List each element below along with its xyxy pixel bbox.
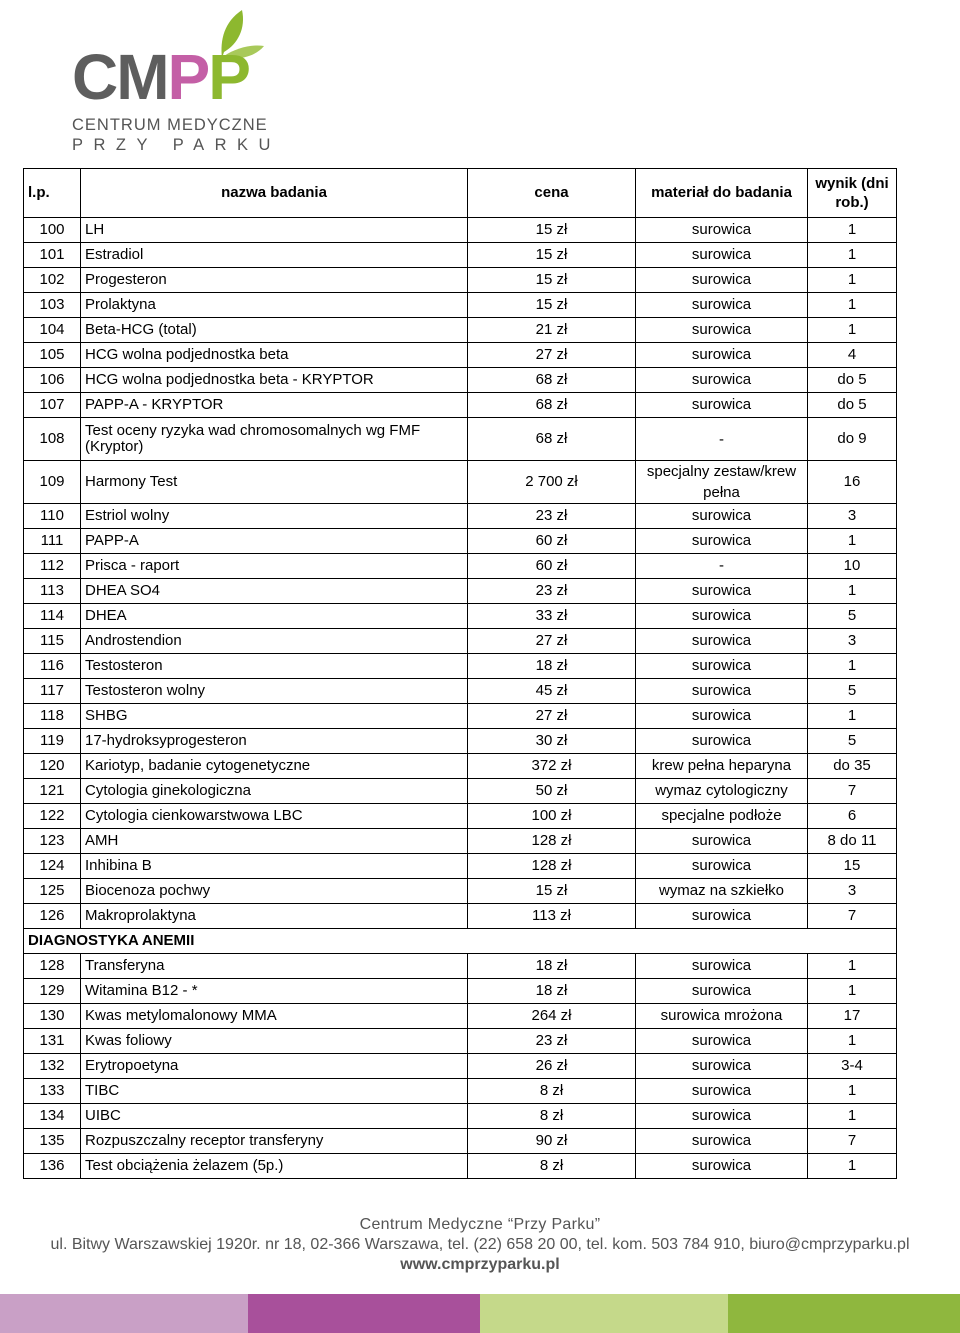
- color-bar-1: [0, 1294, 248, 1333]
- cell-cena: 90 zł: [468, 1129, 636, 1154]
- cell-wynik: 1: [808, 704, 897, 729]
- cell-wynik: 1: [808, 268, 897, 293]
- table-header-row: [24, 169, 897, 218]
- cell-cena: 264 zł: [468, 1004, 636, 1029]
- cell-wynik: 4: [808, 343, 897, 368]
- cell-name: UIBC: [81, 1104, 468, 1129]
- cell-name: Cytologia cienkowarstwowa LBC: [81, 804, 468, 829]
- cell-material: surowica: [636, 629, 808, 654]
- table-row: [24, 804, 897, 829]
- cell-cena: 15 zł: [468, 218, 636, 243]
- cell-lp: 102: [24, 268, 81, 293]
- color-bar-2: [248, 1294, 480, 1333]
- cell-name: Inhibina B: [81, 854, 468, 879]
- cell-name: DHEA: [81, 604, 468, 629]
- cell-material: surowica: [636, 829, 808, 854]
- table-row: [24, 754, 897, 779]
- cell-material: surowica: [636, 704, 808, 729]
- cell-wynik: 3: [808, 629, 897, 654]
- table-row: [24, 979, 897, 1004]
- header-wynik: wynik (dni rob.): [808, 169, 897, 218]
- table-row: [24, 293, 897, 318]
- table-row: [24, 318, 897, 343]
- cell-material: krew pełna heparyna: [636, 754, 808, 779]
- cell-name: TIBC: [81, 1079, 468, 1104]
- cell-material: surowica: [636, 318, 808, 343]
- footer-website: www.cmprzyparku.pl: [400, 1256, 560, 1273]
- cell-name: Beta-HCG (total): [81, 318, 468, 343]
- cell-wynik: 8 do 11: [808, 829, 897, 854]
- cell-wynik: 1: [808, 1104, 897, 1129]
- cell-cena: 8 zł: [468, 1079, 636, 1104]
- cell-cena: 23 zł: [468, 1029, 636, 1054]
- table-body: [24, 218, 897, 929]
- cell-name: Transferyna: [81, 954, 468, 979]
- cell-material: surowica: [636, 1054, 808, 1079]
- cell-wynik: 1: [808, 654, 897, 679]
- cell-lp: 101: [24, 243, 81, 268]
- cell-cena: 15 zł: [468, 243, 636, 268]
- cell-name: Progesteron: [81, 268, 468, 293]
- cell-cena: 100 zł: [468, 804, 636, 829]
- cell-wynik: do 35: [808, 754, 897, 779]
- cell-cena: 8 zł: [468, 1104, 636, 1129]
- cell-lp: 111: [24, 529, 81, 554]
- cell-name: Makroprolaktyna: [81, 904, 468, 929]
- cell-material: -: [636, 554, 808, 579]
- cell-lp: 123: [24, 829, 81, 854]
- cell-lp: 100: [24, 218, 81, 243]
- cell-cena: 60 zł: [468, 529, 636, 554]
- cell-lp: 109: [24, 461, 81, 504]
- cell-name: HCG wolna podjednostka beta: [81, 343, 468, 368]
- cell-cena: 15 zł: [468, 293, 636, 318]
- cell-cena: 113 zł: [468, 904, 636, 929]
- cell-material: specjalny zestaw/krew pełna: [636, 461, 808, 504]
- table-row: [24, 243, 897, 268]
- cell-lp: 115: [24, 629, 81, 654]
- cell-material: surowica: [636, 393, 808, 418]
- cell-lp: 107: [24, 393, 81, 418]
- cell-material: surowica: [636, 854, 808, 879]
- cell-wynik: 1: [808, 954, 897, 979]
- cell-wynik: 3: [808, 504, 897, 529]
- cell-lp: 129: [24, 979, 81, 1004]
- cell-lp: 120: [24, 754, 81, 779]
- table-row: [24, 1029, 897, 1054]
- cell-wynik: 1: [808, 529, 897, 554]
- cell-lp: 135: [24, 1129, 81, 1154]
- table-row: [24, 1129, 897, 1154]
- cell-material: surowica: [636, 343, 808, 368]
- table-row: [24, 268, 897, 293]
- cell-lp: 119: [24, 729, 81, 754]
- cell-name: Harmony Test: [81, 461, 468, 504]
- cell-cena: 60 zł: [468, 554, 636, 579]
- cell-wynik: 5: [808, 604, 897, 629]
- footer: [0, 1216, 960, 1274]
- cell-cena: 21 zł: [468, 318, 636, 343]
- cell-lp: 124: [24, 854, 81, 879]
- logo-letters: CMPP: [72, 41, 249, 113]
- cell-cena: 33 zł: [468, 604, 636, 629]
- cell-wynik: 7: [808, 904, 897, 929]
- cell-cena: 18 zł: [468, 954, 636, 979]
- cell-material: surowica: [636, 243, 808, 268]
- cell-lp: 112: [24, 554, 81, 579]
- cell-material: surowica: [636, 1104, 808, 1129]
- table-row: [24, 1104, 897, 1129]
- cell-material: wymaz cytologiczny: [636, 779, 808, 804]
- table-row: [24, 879, 897, 904]
- cell-material: surowica: [636, 293, 808, 318]
- cell-cena: 128 zł: [468, 854, 636, 879]
- cell-wynik: 1: [808, 1079, 897, 1104]
- footer-address: ul. Bitwy Warszawskiej 1920r. nr 18, 02-366 Warszawa, tel. (22) 658 20 00, tel. kom. 503 784 910, biuro@cmprzyparku.pl: [50, 1236, 910, 1253]
- cell-lp: 108: [24, 418, 81, 461]
- cell-material: surowica: [636, 529, 808, 554]
- header-name: nazwa badania: [81, 169, 468, 218]
- table-row: [24, 629, 897, 654]
- table-row: [24, 579, 897, 604]
- cell-wynik: 16: [808, 461, 897, 504]
- cell-wynik: do 5: [808, 368, 897, 393]
- cell-name: PAPP-A: [81, 529, 468, 554]
- cell-cena: 68 zł: [468, 418, 636, 461]
- cell-wynik: 10: [808, 554, 897, 579]
- table-body-anemia: [24, 954, 897, 1179]
- cell-lp: 131: [24, 1029, 81, 1054]
- cell-name: Kariotyp, badanie cytogenetyczne: [81, 754, 468, 779]
- cell-name: Kwas metylomalonowy MMA: [81, 1004, 468, 1029]
- cell-wynik: 1: [808, 979, 897, 1004]
- table-row: [24, 1054, 897, 1079]
- cell-lp: 114: [24, 604, 81, 629]
- cell-cena: 26 zł: [468, 1054, 636, 1079]
- cell-material: surowica: [636, 604, 808, 629]
- cell-wynik: 7: [808, 779, 897, 804]
- table-row: [24, 554, 897, 579]
- cell-name: Test obciążenia żelazem (5p.): [81, 1154, 468, 1179]
- cell-cena: 2 700 zł: [468, 461, 636, 504]
- table-row: [24, 904, 897, 929]
- cell-name: Testosteron: [81, 654, 468, 679]
- cell-cena: 27 zł: [468, 629, 636, 654]
- cell-name: LH: [81, 218, 468, 243]
- header-material: materiał do badania: [636, 169, 808, 218]
- cell-material: wymaz na szkiełko: [636, 879, 808, 904]
- cell-name: Erytropoetyna: [81, 1054, 468, 1079]
- cell-name: Test oceny ryzyka wad chromosomalnych wg FMF (Kryptor): [81, 418, 468, 461]
- cell-lp: 130: [24, 1004, 81, 1029]
- cell-material: surowica: [636, 729, 808, 754]
- table-row: [24, 1004, 897, 1029]
- table-row: [24, 461, 897, 504]
- cell-wynik: do 9: [808, 418, 897, 461]
- table-row: [24, 218, 897, 243]
- cell-lp: 125: [24, 879, 81, 904]
- cell-name: PAPP-A - KRYPTOR: [81, 393, 468, 418]
- cell-name: Androstendion: [81, 629, 468, 654]
- footer-name: Centrum Medyczne “Przy Parku”: [359, 1216, 601, 1233]
- cell-material: surowica: [636, 504, 808, 529]
- cell-wynik: 1: [808, 579, 897, 604]
- table-row: [24, 504, 897, 529]
- cell-wynik: 6: [808, 804, 897, 829]
- cell-material: surowica: [636, 979, 808, 1004]
- cell-material: surowica: [636, 904, 808, 929]
- cell-material: surowica: [636, 579, 808, 604]
- cell-name: Rozpuszczalny receptor transferyny: [81, 1129, 468, 1154]
- cell-material: surowica: [636, 368, 808, 393]
- header-cena: cena: [468, 169, 636, 218]
- cell-material: specjalne podłoże: [636, 804, 808, 829]
- logo-text-line2: PRZY PARKU: [72, 136, 281, 154]
- cell-cena: 45 zł: [468, 679, 636, 704]
- cell-name: SHBG: [81, 704, 468, 729]
- cell-cena: 15 zł: [468, 879, 636, 904]
- cell-wynik: 3-4: [808, 1054, 897, 1079]
- cell-cena: 23 zł: [468, 579, 636, 604]
- cell-wynik: 15: [808, 854, 897, 879]
- cell-name: AMH: [81, 829, 468, 854]
- price-table: [23, 168, 897, 1179]
- cell-name: Prisca - raport: [81, 554, 468, 579]
- cell-lp: 110: [24, 504, 81, 529]
- cell-material: surowica: [636, 1029, 808, 1054]
- cell-lp: 105: [24, 343, 81, 368]
- logo-text-line1: CENTRUM MEDYCZNE: [72, 116, 268, 134]
- cell-cena: 18 zł: [468, 979, 636, 1004]
- cell-material: surowica: [636, 679, 808, 704]
- cell-cena: 128 zł: [468, 829, 636, 854]
- table-row: [24, 368, 897, 393]
- table-row: [24, 829, 897, 854]
- table-row: [24, 729, 897, 754]
- cell-wynik: 3: [808, 879, 897, 904]
- cell-cena: 18 zł: [468, 654, 636, 679]
- cell-material: -: [636, 418, 808, 461]
- table-row: [24, 854, 897, 879]
- cell-lp: 104: [24, 318, 81, 343]
- cell-cena: 50 zł: [468, 779, 636, 804]
- cell-lp: 106: [24, 368, 81, 393]
- cell-name: HCG wolna podjednostka beta - KRYPTOR: [81, 368, 468, 393]
- cell-lp: 133: [24, 1079, 81, 1104]
- color-bar-3: [480, 1294, 728, 1333]
- cell-lp: 117: [24, 679, 81, 704]
- cell-wynik: 1: [808, 318, 897, 343]
- cell-material: surowica: [636, 1129, 808, 1154]
- table-row: [24, 779, 897, 804]
- color-bar-4: [728, 1294, 960, 1333]
- cell-material: surowica: [636, 268, 808, 293]
- logo: [72, 0, 292, 160]
- section-row: [24, 929, 897, 954]
- cell-material: surowica mrożona: [636, 1004, 808, 1029]
- cell-name: Kwas foliowy: [81, 1029, 468, 1054]
- cell-material: surowica: [636, 1154, 808, 1179]
- table-row: [24, 1079, 897, 1104]
- header-lp: l.p.: [24, 169, 81, 218]
- cell-material: surowica: [636, 1079, 808, 1104]
- table-row: [24, 654, 897, 679]
- table-row: [24, 393, 897, 418]
- cell-wynik: 1: [808, 243, 897, 268]
- cell-lp: 122: [24, 804, 81, 829]
- cell-wynik: 17: [808, 1004, 897, 1029]
- cell-wynik: 5: [808, 679, 897, 704]
- cell-lp: 118: [24, 704, 81, 729]
- cell-cena: 27 zł: [468, 343, 636, 368]
- cell-cena: 8 zł: [468, 1154, 636, 1179]
- table-row: [24, 418, 897, 461]
- table-row: [24, 529, 897, 554]
- cell-wynik: 1: [808, 218, 897, 243]
- cell-lp: 113: [24, 579, 81, 604]
- cell-cena: 15 zł: [468, 268, 636, 293]
- cell-wynik: 1: [808, 1154, 897, 1179]
- cell-wynik: 5: [808, 729, 897, 754]
- cell-cena: 27 zł: [468, 704, 636, 729]
- cell-lp: 136: [24, 1154, 81, 1179]
- table-row: [24, 343, 897, 368]
- table-row: [24, 954, 897, 979]
- cell-material: surowica: [636, 654, 808, 679]
- table-row: [24, 704, 897, 729]
- cell-wynik: do 5: [808, 393, 897, 418]
- cell-cena: 23 zł: [468, 504, 636, 529]
- cell-material: surowica: [636, 954, 808, 979]
- cell-cena: 30 zł: [468, 729, 636, 754]
- cell-name: DHEA SO4: [81, 579, 468, 604]
- cell-name: Estriol wolny: [81, 504, 468, 529]
- cell-lp: 128: [24, 954, 81, 979]
- table-row: [24, 679, 897, 704]
- cell-wynik: 1: [808, 293, 897, 318]
- cell-name: 17-hydroksyprogesteron: [81, 729, 468, 754]
- cell-lp: 132: [24, 1054, 81, 1079]
- cell-wynik: 7: [808, 1129, 897, 1154]
- cell-cena: 372 zł: [468, 754, 636, 779]
- cell-cena: 68 zł: [468, 393, 636, 418]
- cell-name: Witamina B12 - *: [81, 979, 468, 1004]
- cell-lp: 121: [24, 779, 81, 804]
- table-row: [24, 1154, 897, 1179]
- table-row: [24, 604, 897, 629]
- cell-lp: 126: [24, 904, 81, 929]
- cell-name: Testosteron wolny: [81, 679, 468, 704]
- cell-lp: 103: [24, 293, 81, 318]
- cell-lp: 134: [24, 1104, 81, 1129]
- cell-name: Biocenoza pochwy: [81, 879, 468, 904]
- section-title: DIAGNOSTYKA ANEMII: [24, 929, 897, 954]
- cell-name: Estradiol: [81, 243, 468, 268]
- cell-wynik: 1: [808, 1029, 897, 1054]
- cell-cena: 68 zł: [468, 368, 636, 393]
- cell-name: Cytologia ginekologiczna: [81, 779, 468, 804]
- cell-material: surowica: [636, 218, 808, 243]
- cell-name: Prolaktyna: [81, 293, 468, 318]
- cell-lp: 116: [24, 654, 81, 679]
